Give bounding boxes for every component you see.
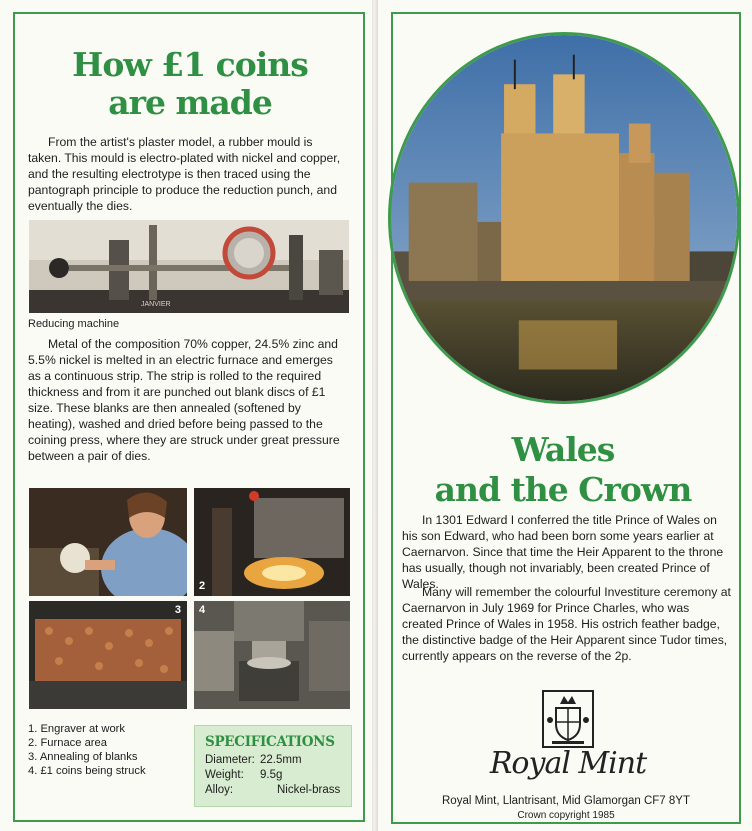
photo-captions-list xyxy=(28,722,146,778)
right-title-line2: and the Crown xyxy=(434,470,692,509)
copyright: Crown copyright 1985 xyxy=(517,810,615,821)
coin-striking-photo xyxy=(194,601,350,709)
spec-row-diameter xyxy=(205,753,341,768)
spec-label: Alloy: xyxy=(205,784,234,796)
spec-label: Diameter: xyxy=(205,754,255,766)
photo-caption-4: 4. £1 coins being struck xyxy=(28,765,146,777)
specifications-box xyxy=(194,725,352,807)
reducing-machine-photo xyxy=(29,220,349,313)
spec-row-alloy xyxy=(205,783,341,798)
royal-mint-logo: Royal Mint xyxy=(489,746,647,781)
left-title-line2: are made xyxy=(108,83,272,122)
right-panel xyxy=(378,0,752,831)
right-title-line1: Wales xyxy=(511,430,615,469)
wales-paragraph-1: In 1301 Edward I conferred the title Prince of Wales on his son Edward, who had been born some years earlier at Caernarvon. Since that time the Heir Apparent to the throne has usually, though not invariably, been created Prince of Wales. xyxy=(402,513,724,591)
spec-value: Nickel-brass xyxy=(277,784,341,796)
spec-label: Weight: xyxy=(205,769,244,781)
spec-row-weight xyxy=(205,768,341,783)
left-title xyxy=(20,46,360,122)
photo-number-4: 4 xyxy=(199,604,206,616)
royal-mint-badge-icon xyxy=(542,690,594,748)
furnace-photo xyxy=(194,488,350,596)
caernarvon-castle-photo xyxy=(388,32,740,404)
specifications-heading: SPECIFICATIONS xyxy=(205,734,335,750)
photo-number-2: 2 xyxy=(199,580,206,592)
right-title xyxy=(398,430,728,510)
photo-caption-2: 2. Furnace area xyxy=(28,737,107,749)
spec-value: 22.5mm xyxy=(260,754,302,766)
annealing-photo xyxy=(29,601,187,709)
wales-paragraph-2: Many will remember the colourful Investiture ceremony at Caernarvon in July 1969 for Prince Charles, who was created Prince of Wales in 1958. His ostrich feather badge, the distinctive badge of the Heir Apparent since Tudor times, currently appears on the reverse of the 2p. xyxy=(402,585,731,663)
left-title-line1: How £1 coins xyxy=(72,45,308,84)
machine-label: JANVIER xyxy=(141,301,171,308)
machine-caption: Reducing machine xyxy=(28,318,120,330)
left-panel xyxy=(0,0,372,831)
engraver-photo xyxy=(29,488,187,596)
photo-number-3: 3 xyxy=(174,604,181,616)
spec-value: 9.5g xyxy=(260,769,283,781)
process-paragraph: Metal of the composition 70% copper, 24.5% zinc and 5.5% nickel is melted in an electric furnace and emerges as a continuous strip. The strip is rolled to the required thickness and from it are punched out blank discs of £1 size. These blanks are then annealed (softened by heating), washed and dried before being passed to the coining press, where they are struck under great pressure between a pair of dies. xyxy=(28,337,340,463)
photo-caption-1: 1. Engraver at work xyxy=(28,723,126,735)
intro-paragraph: From the artist's plaster model, a rubber mould is taken. This mould is electro-plated with nickel and copper, and the resulting electrotype is then traced using the pantograph principle to produce the reduction punch, and eventually the dies. xyxy=(28,135,341,213)
photo-caption-3: 3. Annealing of blanks xyxy=(28,751,138,763)
address: Royal Mint, Llantrisant, Mid Glamorgan CF7 8YT xyxy=(442,795,690,807)
